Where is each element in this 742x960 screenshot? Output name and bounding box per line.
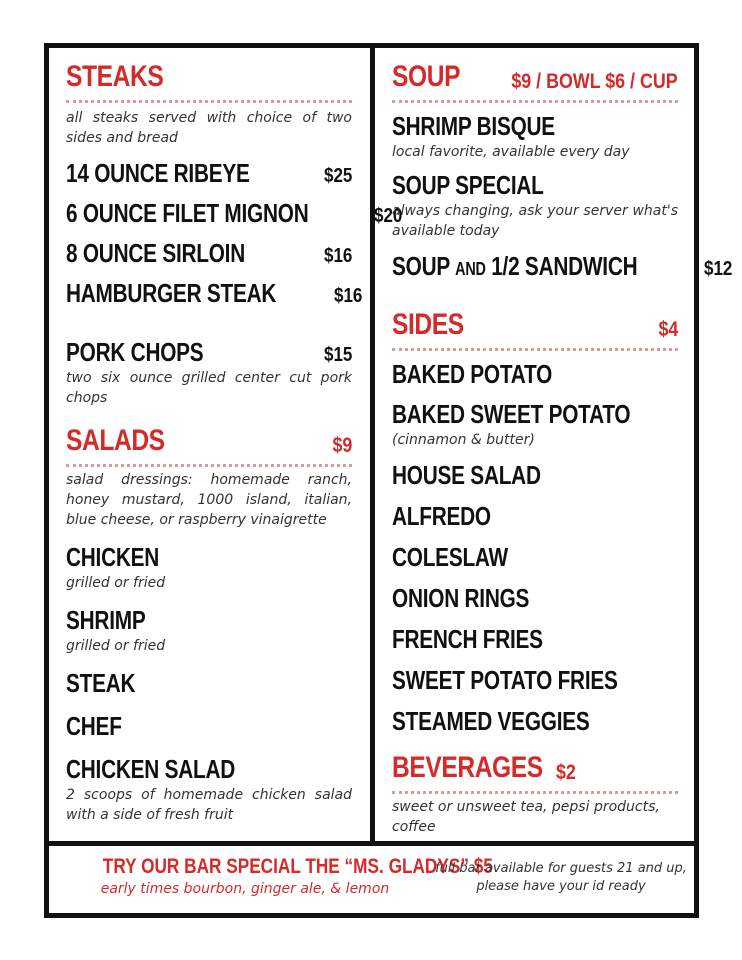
sides-price: $4 <box>658 318 678 341</box>
item-price: $16 <box>333 285 363 307</box>
menu-item <box>392 399 678 430</box>
salads-description: salad dressings: homemade ranch, honey mustard, 1000 island, italian, blue cheese, or raspberry vinaigrette <box>66 472 352 528</box>
bar-special-description: early times bourbon, ginger ale, & lemon <box>100 881 390 897</box>
steaks-description: all steaks served with choice of two sides and bread <box>66 110 352 146</box>
item-name: STEAK <box>66 668 136 698</box>
item-name: COLESLAW <box>392 542 508 572</box>
menu-item <box>66 337 352 368</box>
item-description: local favorite, available every day <box>392 144 630 160</box>
salads-price: $9 <box>332 434 352 457</box>
menu-item <box>66 238 352 269</box>
menu-item <box>66 668 352 699</box>
item-name: SHRIMP <box>66 605 146 635</box>
item-description: grilled or fried <box>66 575 166 591</box>
beverages-description: sweet or unsweet tea, pepsi products, coffee <box>392 799 660 835</box>
menu-item <box>66 198 403 229</box>
menu-item <box>392 624 678 655</box>
item-description: (cinnamon & butter) <box>392 432 535 448</box>
footer-divider <box>44 841 699 846</box>
steaks-header <box>66 60 352 103</box>
item-description: always changing, ask your server what's available today <box>392 203 678 239</box>
item-name: BAKED POTATO <box>392 359 553 389</box>
item-price: $20 <box>374 205 403 227</box>
sides-header <box>392 308 678 351</box>
menu-item <box>66 158 352 189</box>
item-name: PORK CHOPS <box>66 337 204 367</box>
item-name: FRENCH FRIES <box>392 624 543 654</box>
item-price: $12 <box>703 258 733 280</box>
item-name: CHICKEN SALAD <box>66 754 236 784</box>
menu-item <box>392 542 678 573</box>
item-name: STEAMED VEGGIES <box>392 706 590 736</box>
item-description: 2 scoops of homemade chicken salad with a side of fresh fruit <box>66 787 352 823</box>
combo-part: AND <box>455 259 486 279</box>
beverages-title: BEVERAGES <box>392 751 543 784</box>
item-name: 6 OUNCE FILET MIGNON <box>66 198 309 228</box>
item-price: $25 <box>323 165 352 187</box>
menu-item <box>66 754 352 785</box>
item-name: ONION RINGS <box>392 583 530 613</box>
soup-title: SOUP <box>392 60 461 93</box>
item-description: two six ounce grilled center cut pork chops <box>66 370 352 406</box>
menu-item <box>392 460 678 491</box>
menu-item <box>392 170 678 201</box>
beverages-price: $2 <box>555 761 576 784</box>
menu-item <box>66 605 352 636</box>
bar-note-line: full bar available for guests 21 and up, <box>435 861 687 876</box>
beverages-header <box>392 751 678 794</box>
soup-price: $9 / BOWL $6 / CUP <box>511 70 678 93</box>
steaks-title: STEAKS <box>66 60 164 93</box>
menu-item <box>66 711 352 742</box>
item-name: HOUSE SALAD <box>392 460 541 490</box>
item-name <box>392 251 637 282</box>
menu-item <box>392 251 733 282</box>
item-name: SHRIMP BISQUE <box>392 111 555 141</box>
item-name: CHICKEN <box>66 542 160 572</box>
item-name: SWEET POTATO FRIES <box>392 665 618 695</box>
bar-special-title: TRY OUR BAR SPECIAL THE “MS. GLADYS” $5 <box>102 855 493 878</box>
combo-part: 1/2 SANDWICH <box>491 251 638 281</box>
item-name: 8 OUNCE SIRLOIN <box>66 238 245 268</box>
menu-item <box>392 501 678 532</box>
combo-part: SOUP <box>392 251 450 281</box>
item-description: grilled or fried <box>66 638 166 654</box>
bar-note <box>432 860 690 896</box>
menu-item <box>392 665 678 696</box>
right-column <box>392 60 733 837</box>
bar-note-line: please have your id ready <box>476 879 646 894</box>
item-price: $15 <box>323 344 352 366</box>
salads-header <box>66 424 352 467</box>
item-name: SOUP SPECIAL <box>392 170 544 200</box>
salads-title: SALADS <box>66 424 165 457</box>
column-divider <box>370 43 375 843</box>
item-name: CHEF <box>66 711 122 741</box>
item-name: ALFREDO <box>392 501 491 531</box>
left-column <box>66 60 403 825</box>
menu-item <box>392 583 678 614</box>
menu-item <box>392 359 678 390</box>
soup-header <box>392 60 678 103</box>
bar-special <box>60 855 493 897</box>
menu-item <box>392 706 678 737</box>
menu-item <box>66 278 363 309</box>
item-price: $16 <box>323 245 352 267</box>
item-name: HAMBURGER STEAK <box>66 278 277 308</box>
menu-item <box>66 542 352 573</box>
sides-title: SIDES <box>392 308 464 341</box>
item-name: 14 OUNCE RIBEYE <box>66 158 250 188</box>
item-name: BAKED SWEET POTATO <box>392 399 631 429</box>
menu-item <box>392 111 678 142</box>
